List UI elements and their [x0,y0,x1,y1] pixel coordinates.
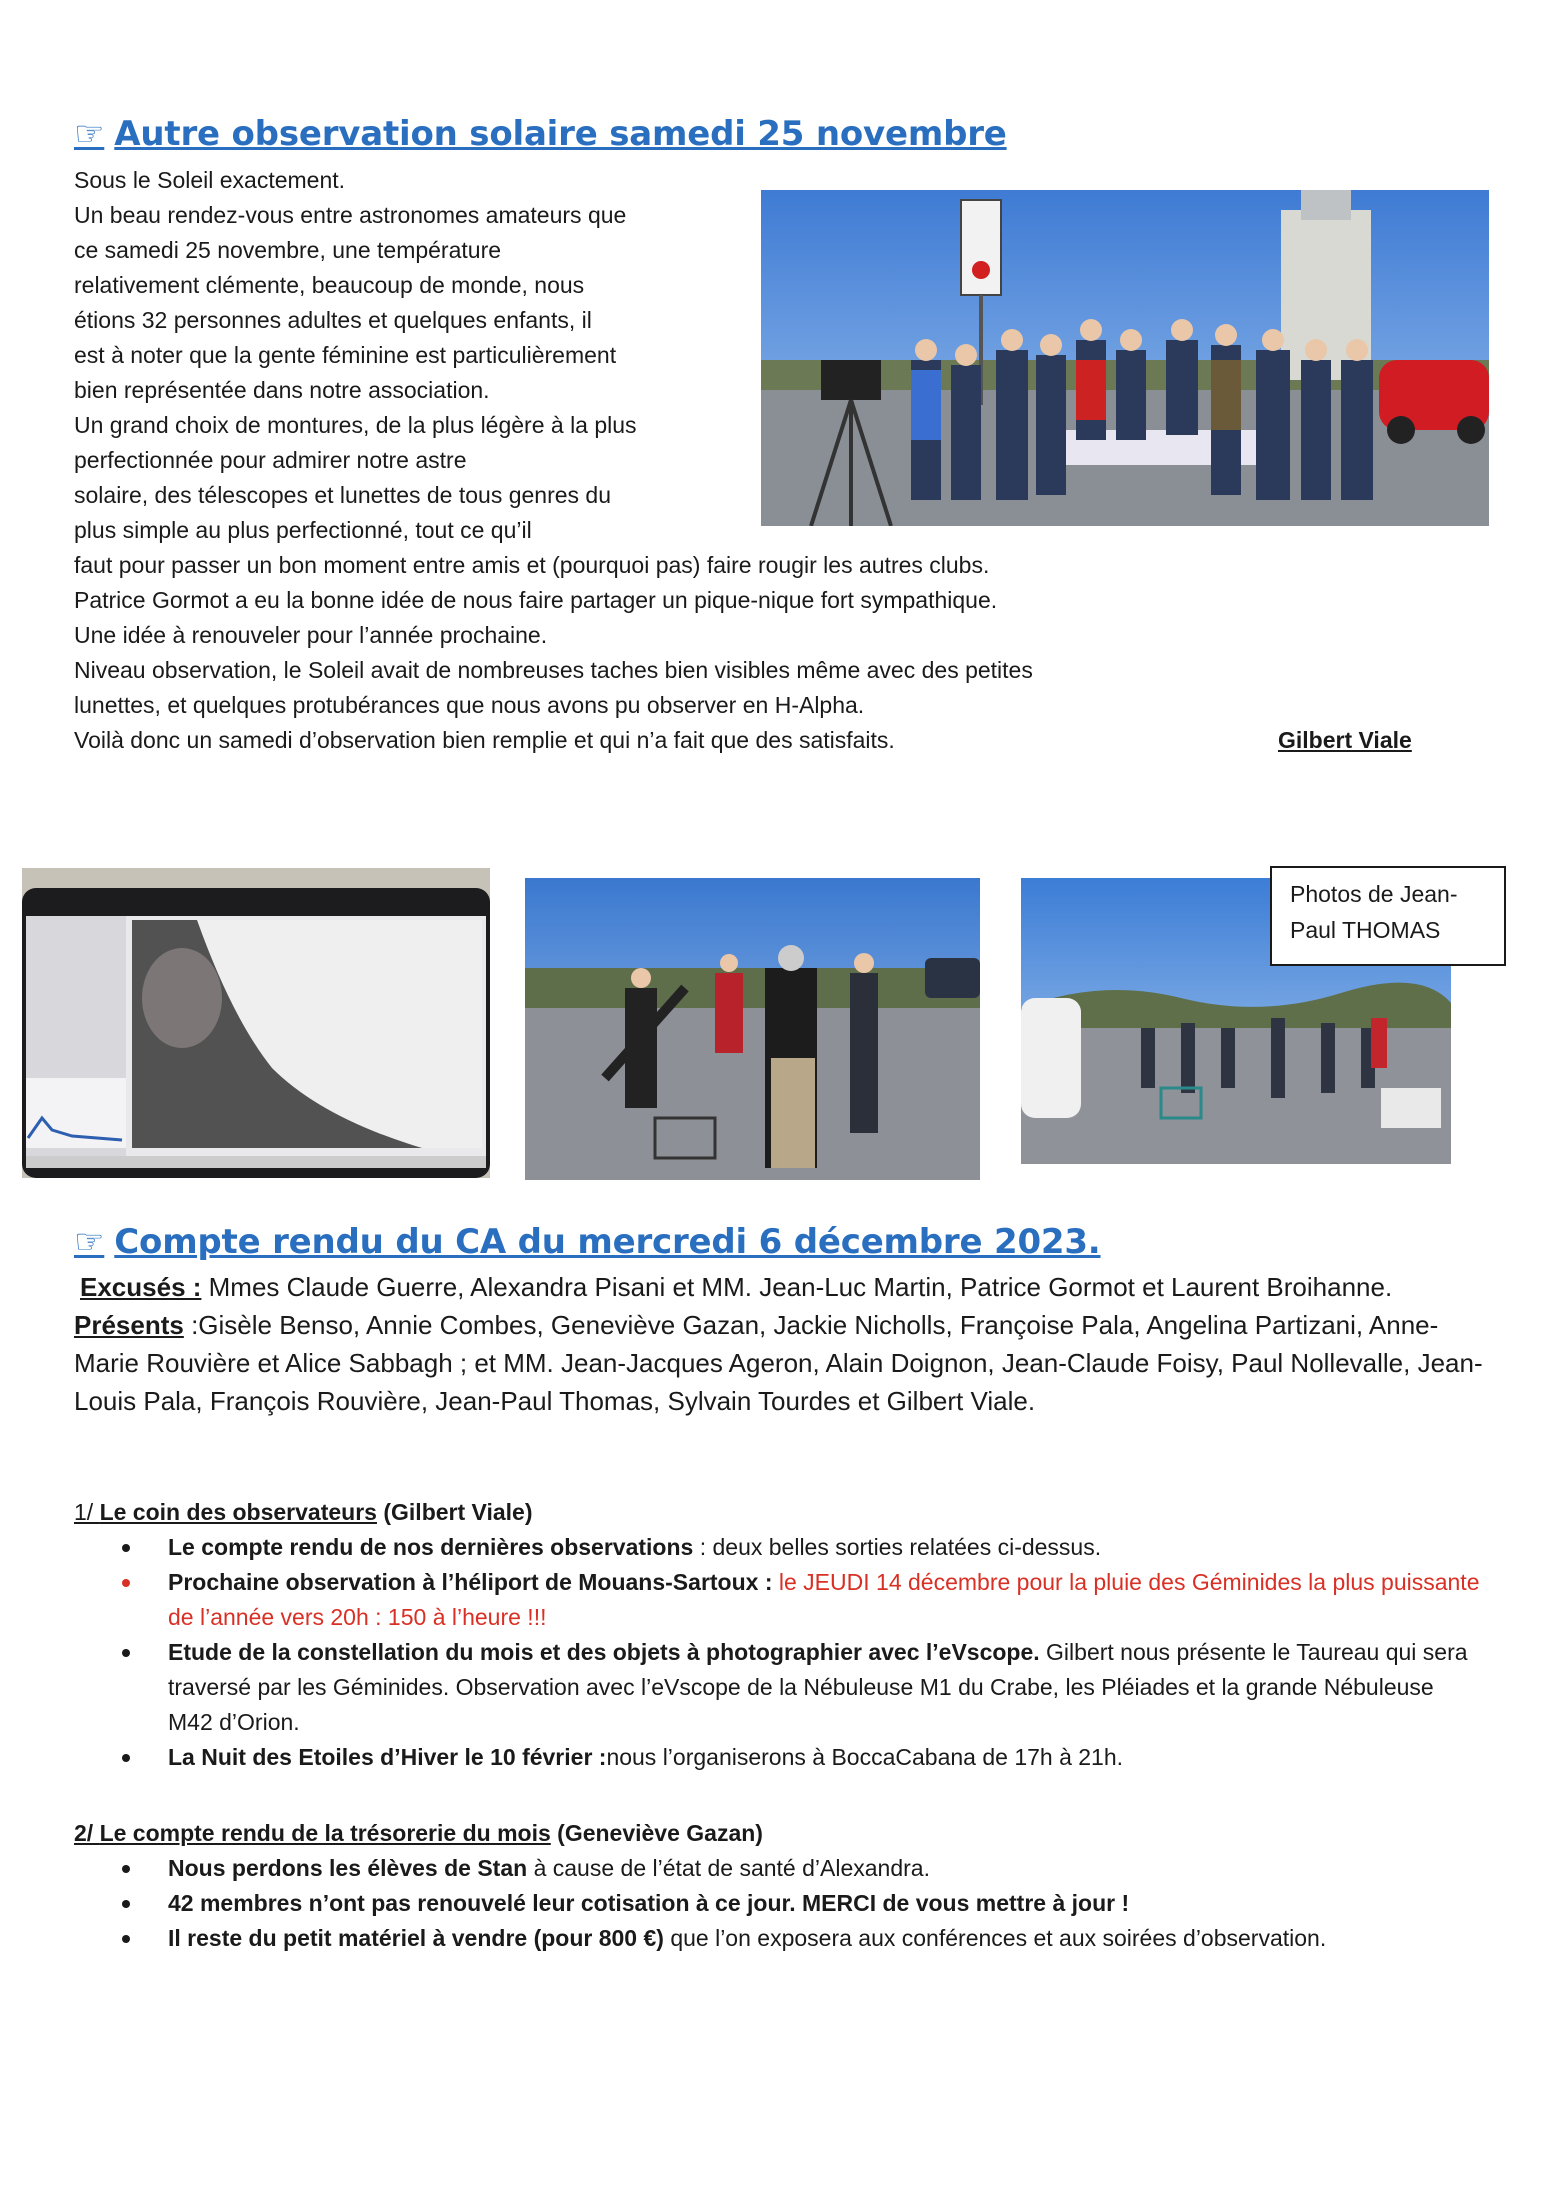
telescope-field-photo [525,878,980,1180]
list-item: Le compte rendu de nos dernières observations : deux belles sorties relatées ci-dessus. [168,1530,1483,1565]
text-line: faut pour passer un bon moment entre amis et (pourquoi pas) faire rougir les autres clubs. [74,552,990,578]
text-line: Niveau observation, le Soleil avait de nombreuses taches bien visibles même avec des petites [74,657,1033,683]
text-line: Une idée à renouveler pour l’année prochaine. [74,622,548,648]
text-line: ce samedi 25 novembre, une température [74,237,502,263]
bullet-icon [122,1900,130,1908]
present-names: :Gisèle Benso, Annie Combes, Geneviève Gazan, Jackie Nicholls, Françoise Pala, Angelina Partizani, Anne-Marie Rouvière et Alice Sabbagh ; et MM. Jean-Jacques Ageron, Alain Doignon, Jean-Claude Foisy, Paul Nollevalle, Jean-Louis Pala, François Rouvière, Jean-Paul Thomas, Sylvain Tourdes et Gilbert Viale. [74,1310,1483,1416]
section-title-ca-report: ☞ Compte rendu du CA du mercredi 6 décembre 2023. [74,1222,1101,1262]
item1-title: Le coin des observateurs [99,1499,377,1525]
list-item: Etude de la constellation du mois et des objets à photographier avec l’eVscope. Gilbert nous présente le Taureau qui sera traversé par les Géminides. Observation avec l’eVscope de la Nébuleuse M1 du Crabe, les Pléiades et la grande Nébuleuse M42 d’Orion. [168,1635,1483,1740]
bullet-icon [122,1935,130,1943]
pointing-hand-icon: ☞ [74,1222,105,1262]
attendance-block [74,1268,1484,1420]
bullet-icon [122,1754,130,1762]
author-signature: Gilbert Viale [1278,727,1412,753]
item2-heading: 2/ Le compte rendu de la trésorerie du mois (Geneviève Gazan) [74,1820,763,1846]
item2-list [168,1851,1488,1956]
list-item: Il reste du petit matériel à vendre (pour 800 €) que l’on exposera aux conférences et aux soirées d’observation. [168,1921,1488,1956]
list-item: Nous perdons les élèves de Stan à cause de l’état de santé d’Alexandra. [168,1851,1488,1886]
text-line: est à noter que la gente féminine est particulièrement [74,342,617,368]
text-line: Un beau rendez-vous entre astronomes amateurs que [74,202,627,228]
text-line: bien représentée dans notre association. [74,377,490,403]
bullet-icon [122,1649,130,1657]
bullet-icon [122,1579,130,1587]
text-line: étions 32 personnes adultes et quelques enfants, il [74,307,592,333]
text-line: Sous le Soleil exactement. [74,167,346,193]
photo-credit-box [1270,866,1506,966]
text-line: solaire, des télescopes et lunettes de tous genres du [74,482,612,508]
text-line: plus simple au plus perfectionné, tout ce qu’il [74,517,532,543]
photo-credit-text: Photos de Jean-Paul THOMAS [1290,881,1458,943]
excused-names: Mmes Claude Guerre, Alexandra Pisani et MM. Jean-Luc Martin, Patrice Gormot et Laurent Broihanne. [201,1272,1393,1302]
text-line: lunettes, et quelques protubérances que nous avons pu observer en H-Alpha. [74,692,865,718]
text-line: Patrice Gormot a eu la bonne idée de nous faire partager un pique-nique fort sympathique. [74,587,998,613]
present-paragraph [74,1306,1484,1420]
pointing-hand-icon: ☞ [74,114,105,154]
item1-heading: 1/ Le coin des observateurs (Gilbert Viale) [74,1499,533,1525]
text-line: relativement clémente, beaucoup de monde, nous [74,272,585,298]
section-title-solar-observation: ☞ Autre observation solaire samedi 25 novembre [74,114,1007,154]
text-line: perfectionnée pour admirer notre astre [74,447,467,473]
text-line: Voilà donc un samedi d’observation bien remplie et qui n’a fait que des satisfaits. [74,727,895,753]
present-label: Présents [74,1310,184,1340]
bullet-icon [122,1544,130,1552]
excused-label: Excusés : [80,1272,202,1302]
laptop-solar-image-photo [22,868,490,1178]
group-photo [761,190,1489,526]
item1-list [168,1530,1483,1775]
excused-paragraph [74,1268,1484,1306]
bullet-icon [122,1865,130,1873]
list-item: 42 membres n’ont pas renouvelé leur cotisation à ce jour. MERCI de vous mettre à jour ! [168,1886,1488,1921]
text-line: Un grand choix de montures, de la plus légère à la plus [74,412,637,438]
item2-title: Le compte rendu de la trésorerie du mois [99,1820,551,1846]
list-item: Prochaine observation à l’héliport de Mouans-Sartoux : le JEUDI 14 décembre pour la pluie des Géminides la plus puissante de l’année vers 20h : 150 à l’heure !!! [168,1565,1483,1635]
list-item: La Nuit des Etoiles d’Hiver le 10 février :nous l’organiserons à BoccaCabana de 17h à 21h. [168,1740,1483,1775]
